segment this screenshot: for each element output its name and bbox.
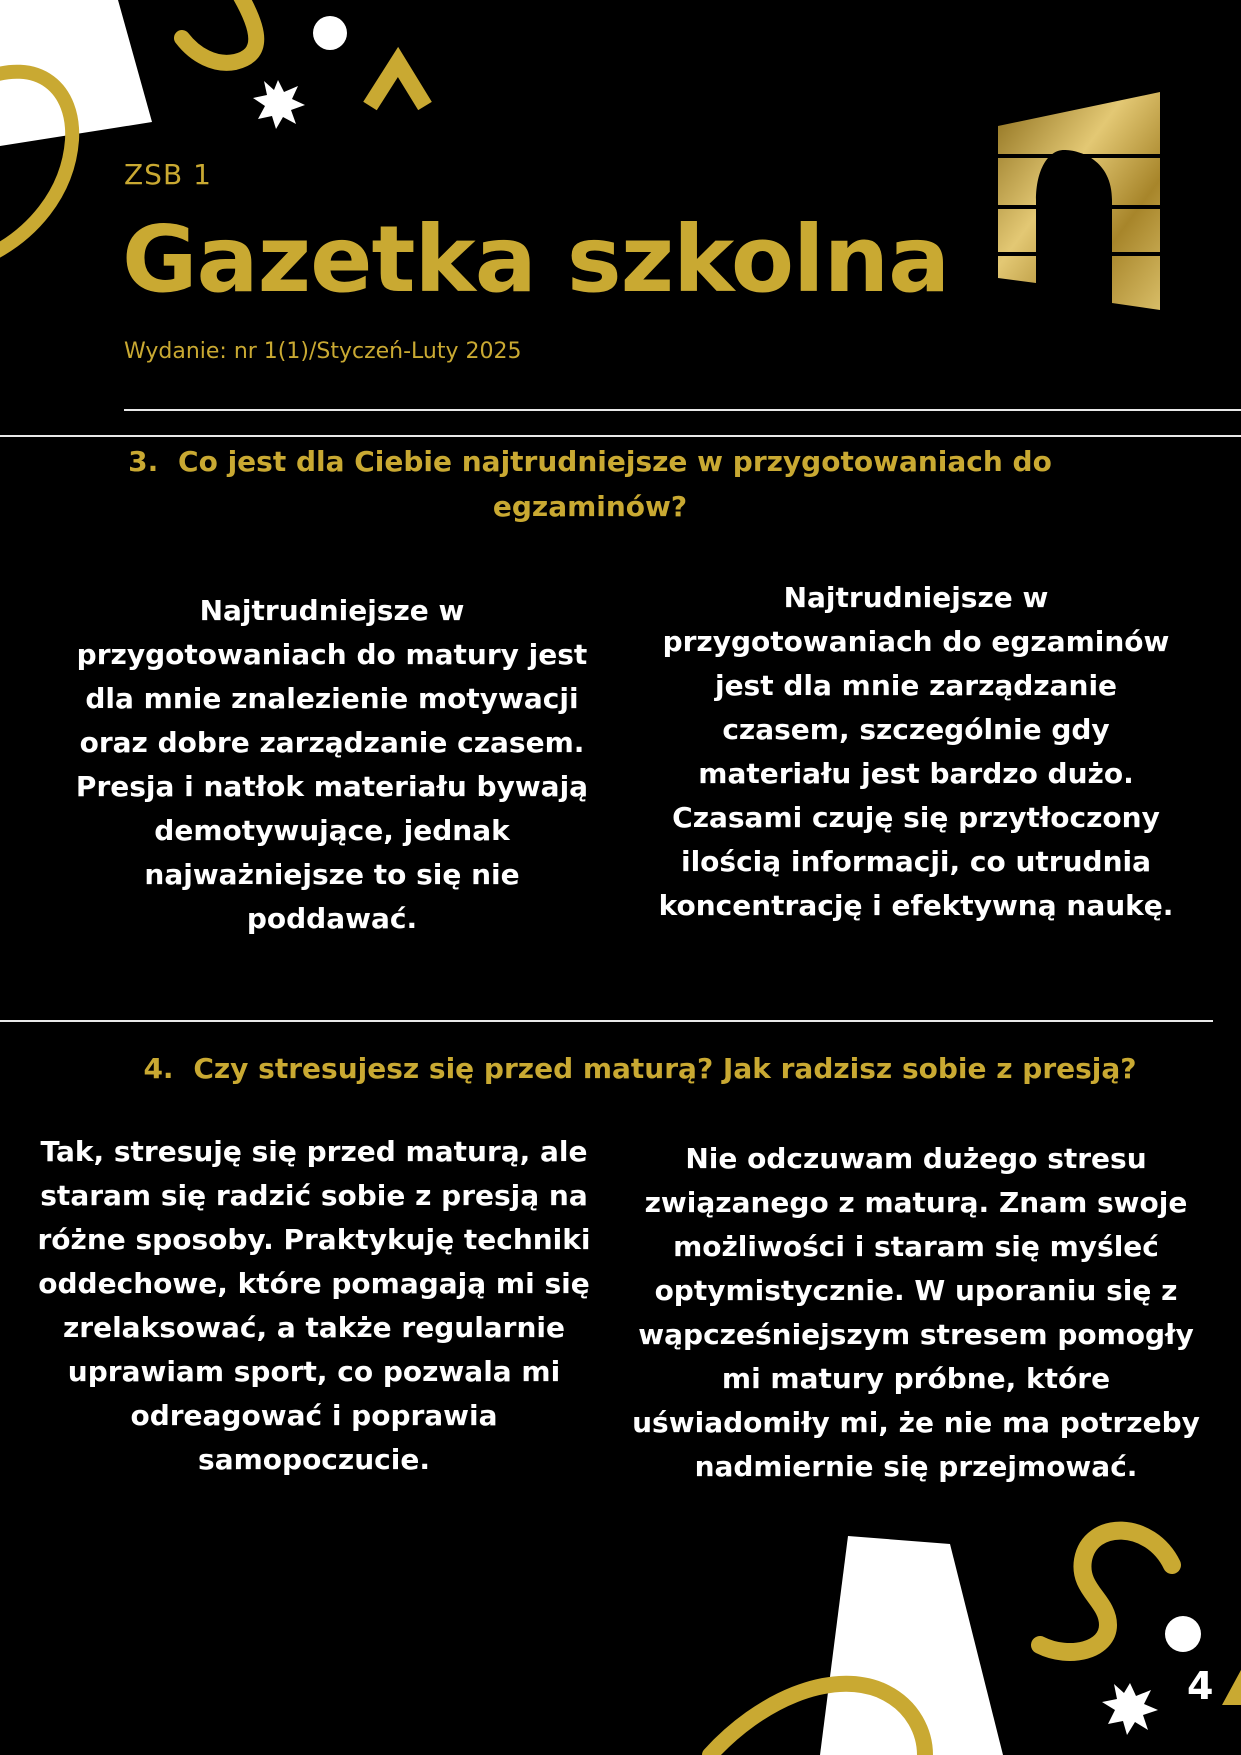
divider-middle [0, 1020, 1213, 1022]
question-number: 4. [143, 1052, 174, 1085]
gold-s-bottom-icon [1040, 1531, 1172, 1652]
page-number: 4 [1187, 1664, 1214, 1708]
question-4 [60, 1046, 1220, 1091]
white-dot-bottom-icon [1165, 1616, 1201, 1652]
question-text: Co jest dla Ciebie najtrudniejsze w przygotowaniach do egzaminów? [178, 445, 1052, 523]
question-number: 3. [128, 445, 159, 478]
divider-header [124, 409, 1241, 411]
answer-3-left: Najtrudniejsze w przygotowaniach do matury jest dla mnie znalezienie motywacji oraz dobre zarządzanie czasem. Presja i natłok materiału bywają demotywujące, jednak najważniejsze to się nie poddawać. [75, 594, 589, 935]
white-star-bottom-icon [1102, 1683, 1158, 1735]
question-text: Czy stresujesz się przed maturą? Jak radzisz sobie z presją? [193, 1052, 1137, 1085]
white-star-icon [253, 80, 305, 129]
gold-s-icon [182, 0, 256, 63]
page-title: Gazetka szkolna [122, 206, 950, 313]
issue-info: Wydanie: nr 1(1)/Styczeń-Luty 2025 [124, 339, 522, 364]
divider-top [0, 435, 1241, 437]
question-3 [80, 439, 1100, 529]
answer-4-left: Tak, stresuję się przed maturą, ale staram się radzić sobie z presją na różne sposoby. Praktykuję techniki oddechowe, które pomagają mi się zrelaksować, a także regularnie uprawiam sport, co pozwala mi odreagować i poprawia samopoczucie. [37, 1135, 591, 1476]
school-logo [990, 92, 1170, 310]
white-dot-icon [313, 16, 347, 50]
gold-triangle-bottom-icon [1222, 1670, 1241, 1705]
school-name: ZSB 1 [124, 158, 212, 191]
answer-4-right: Nie odczuwam dużego stresu związanego z maturą. Znam swoje możliwości i staram się myśleć optymistycznie. W uporaniu się z wąpcześniejszym stresem pomogły mi matury próbne, które uświadomiły mi, że nie ma potrzeby nadmiernie się przejmować. [632, 1142, 1200, 1483]
answer-3-right: Najtrudniejsze w przygotowaniach do egzaminów jest dla mnie zarządzanie czasem, szczególnie gdy materiału jest bardzo dużo. Czasami czuję się przytłoczony ilością informacji, co utrudnia koncentrację i efektywną naukę. [658, 581, 1174, 922]
gold-triangle-icon [370, 62, 425, 106]
